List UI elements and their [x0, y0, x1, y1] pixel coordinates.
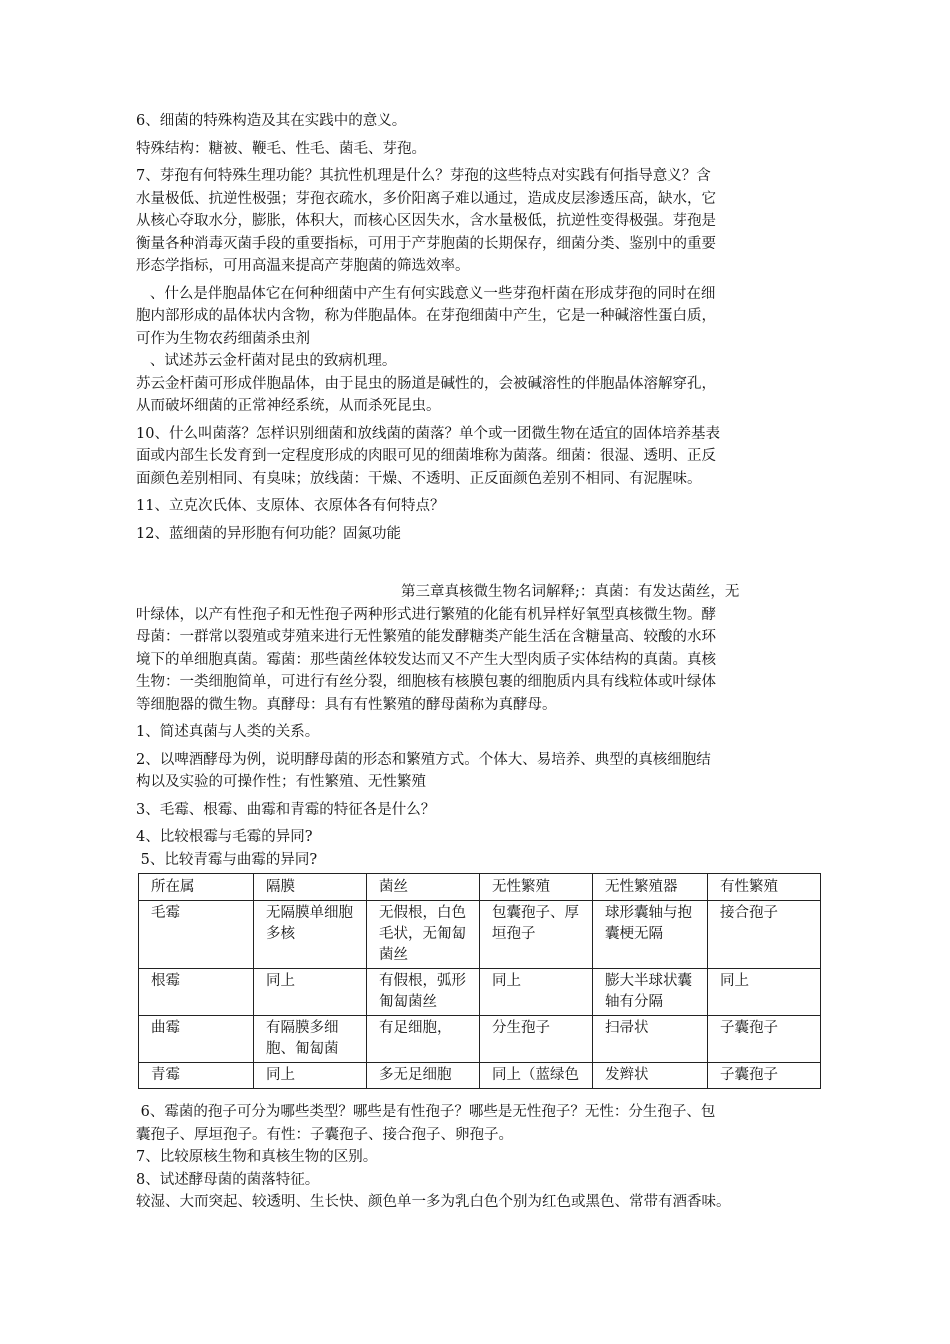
table-cell: 球形囊轴与抱囊梗无隔 [593, 901, 708, 969]
table-cell: 无隔膜单细胞多核 [254, 901, 367, 969]
table-cell: 多无足细胞 [367, 1063, 480, 1089]
table-cell: 毛霉 [139, 901, 254, 969]
question-9: 、试述苏云金杆菌对昆虫的致病机理。 [136, 353, 397, 369]
question-7: 7、芽孢有何特殊生理功能？其抗性机理是什么？芽孢的这些特点对实践有何指导意义？含 [136, 168, 711, 184]
answer-9-line-1: 苏云金杆菌可形成伴胞晶体，由于昆虫的肠道是碱性的，会被碱溶性的伴胞晶体溶解穿孔， [136, 375, 716, 392]
answer-8-line-2: 可作为生物农药细菌杀虫剂 [136, 330, 310, 347]
table-header-cell: 无性繁殖 [480, 874, 593, 901]
table-header-cell: 菌丝 [367, 874, 480, 901]
chapter-question-3: 3、毛霉、根霉、曲霉和青霉的特征各是什么？ [136, 801, 436, 818]
answer-7-line-3: 衡量各种消毒灭菌手段的重要指标，可用于产芽胞菌的长期保存，细菌分类、鉴别中的重要 [136, 235, 716, 252]
chapter-question-7: 7、比较原核生物和真核生物的区别。 [136, 1149, 378, 1165]
table-header-cell: 所在属 [139, 874, 254, 901]
table-cell: 包囊孢子、厚垣孢子 [480, 901, 593, 969]
table-cell: 青霉 [139, 1063, 254, 1089]
answer-7-line-2: 从核心夺取水分，膨胀，体积大，而核心区因失水，含水量极低，抗逆性变得极强。芽孢是 [136, 213, 716, 229]
definition-line-2: 母菌：一群常以裂殖或芽殖来进行无性繁殖的能发酵糖类产能生活在含糖量高、较酸的水环 [136, 629, 716, 645]
chapter-answer-8: 较湿、大而突起、较透明、生长快、颜色单一多为乳白色个别为红色或黑色、常带有酒香味。 [136, 1194, 731, 1210]
question-6: 6、细菌的特殊构造及其在实践中的意义。 [136, 113, 407, 129]
answer-10-line-1: 面或内部生长发育到一定程度形成的肉眼可见的细菌堆称为菌落。细菌：很湿、透明、正反 [136, 448, 716, 464]
answer-7-line-4: 形态学指标，可用高温来提高产芽胞菌的筛选效率。 [136, 258, 470, 274]
table-cell: 同上（蓝绿色 [480, 1063, 593, 1089]
mold-comparison-table [138, 873, 821, 1089]
table-header-cell: 有性繁殖 [708, 874, 821, 901]
chapter-question-1: 1、简述真菌与人类的关系。 [136, 724, 320, 740]
table-cell: 发辫状 [593, 1063, 708, 1089]
table-cell: 扫帚状 [593, 1016, 708, 1063]
table-cell: 同上 [480, 969, 593, 1016]
question-11: 11、立克次氏体、支原体、衣原体各有何特点？ [136, 498, 445, 514]
table-row [139, 1063, 821, 1089]
definition-line-1: 叶绿体，以产有性孢子和无性孢子两种形式进行繁殖的化能有机异样好氧型真核微生物。酵 [136, 606, 716, 623]
table-cell: 同上 [254, 1063, 367, 1089]
question-10: 10、什么叫菌落？怎样识别细菌和放线菌的菌落？单个或一团微生物在适宜的固体培养基表 [136, 425, 720, 442]
table-cell: 同上 [254, 969, 367, 1016]
table-cell: 有足细胞， [367, 1016, 480, 1063]
answer-10-line-2: 面颜色差别相同、有臭味；放线菌：干燥、不透明、正反面颜色差别不相同、有泥腥味。 [136, 470, 702, 487]
question-12: 12、蓝细菌的异形胞有何功能？固氮功能 [136, 525, 401, 542]
table-cell: 接合孢子 [708, 901, 821, 969]
definition-line-4: 生物：一类细胞简单，可进行有丝分裂，细胞核有核膜包裹的细胞质内具有线粒体或叶绿体 [136, 674, 716, 690]
table-row [139, 1016, 821, 1063]
table-cell: 同上 [708, 969, 821, 1016]
chapter-question-8: 8、试述酵母菌的菌落特征。 [136, 1171, 320, 1188]
table-cell: 根霉 [139, 969, 254, 1016]
chapter-question-4: 4、比较根霉与毛霉的异同? [136, 829, 313, 845]
answer-7-line-1: 水量极低、抗逆性极强；芽孢衣疏水，多价阳离子难以通过，造成皮层渗透压高，缺水，它 [136, 190, 716, 207]
table-header-cell: 隔膜 [254, 874, 367, 901]
chapter-answer-6: 囊孢子、厚垣孢子。有性：子囊孢子、接合孢子、卵孢子。 [136, 1126, 513, 1143]
chapter-question-6: 6、霉菌的孢子可分为哪些类型？哪些是有性孢子？哪些是无性孢子？无性：分生孢子、包 [136, 1104, 716, 1120]
table-cell: 子囊孢子 [708, 1016, 821, 1063]
question-8: 、什么是伴胞晶体它在何种细菌中产生有何实践意义一些芽孢杆菌在形成芽孢的同时在细 [136, 285, 716, 302]
table-cell: 分生孢子 [480, 1016, 593, 1063]
table-cell: 曲霉 [139, 1016, 254, 1063]
table-cell: 有假根，弧形匍匐菌丝 [367, 969, 480, 1016]
table-cell: 有隔膜多细胞、匍匐菌 [254, 1016, 367, 1063]
definition-line-3: 境下的单细胞真菌。霉菌：那些菌丝体较发达而又不产生大型肉质子实体结构的真菌。真核 [136, 651, 716, 668]
table-cell: 子囊孢子 [708, 1063, 821, 1089]
chapter-question-2: 2、以啤酒酵母为例，说明酵母菌的形态和繁殖方式。个体大、易培养、典型的真核细胞结 [136, 751, 711, 768]
table-cell: 膨大半球状囊轴有分隔 [593, 969, 708, 1016]
definition-line-5: 等细胞器的微生物。真酵母：具有有性繁殖的酵母菌称为真酵母。 [136, 696, 557, 713]
table-header-row [139, 874, 821, 901]
table-header-cell: 无性繁殖器 [593, 874, 708, 901]
answer-6: 特殊结构：糖被、鞭毛、性毛、菌毛、芽孢。 [136, 140, 426, 157]
table-row [139, 901, 821, 969]
table-cell: 无假根，白色毛状，无匍匐菌丝 [367, 901, 480, 969]
chapter-heading: 第三章真核微生物名词解释;：真菌：有发达菌丝，无 [401, 584, 740, 600]
table-row [139, 969, 821, 1016]
chapter-question-5: 5、比较青霉与曲霉的异同? [136, 851, 318, 868]
chapter-answer-2: 构以及实验的可操作性；有性繁殖、无性繁殖 [136, 774, 426, 790]
document-page [136, 110, 826, 1214]
answer-9-line-2: 从而破坏细菌的正常神经系统，从而杀死昆虫。 [136, 398, 441, 414]
answer-8-line-1: 胞内部形成的晶体状内含物，称为伴胞晶体。在芽孢细菌中产生，它是一种碱溶性蛋白质， [136, 308, 716, 324]
